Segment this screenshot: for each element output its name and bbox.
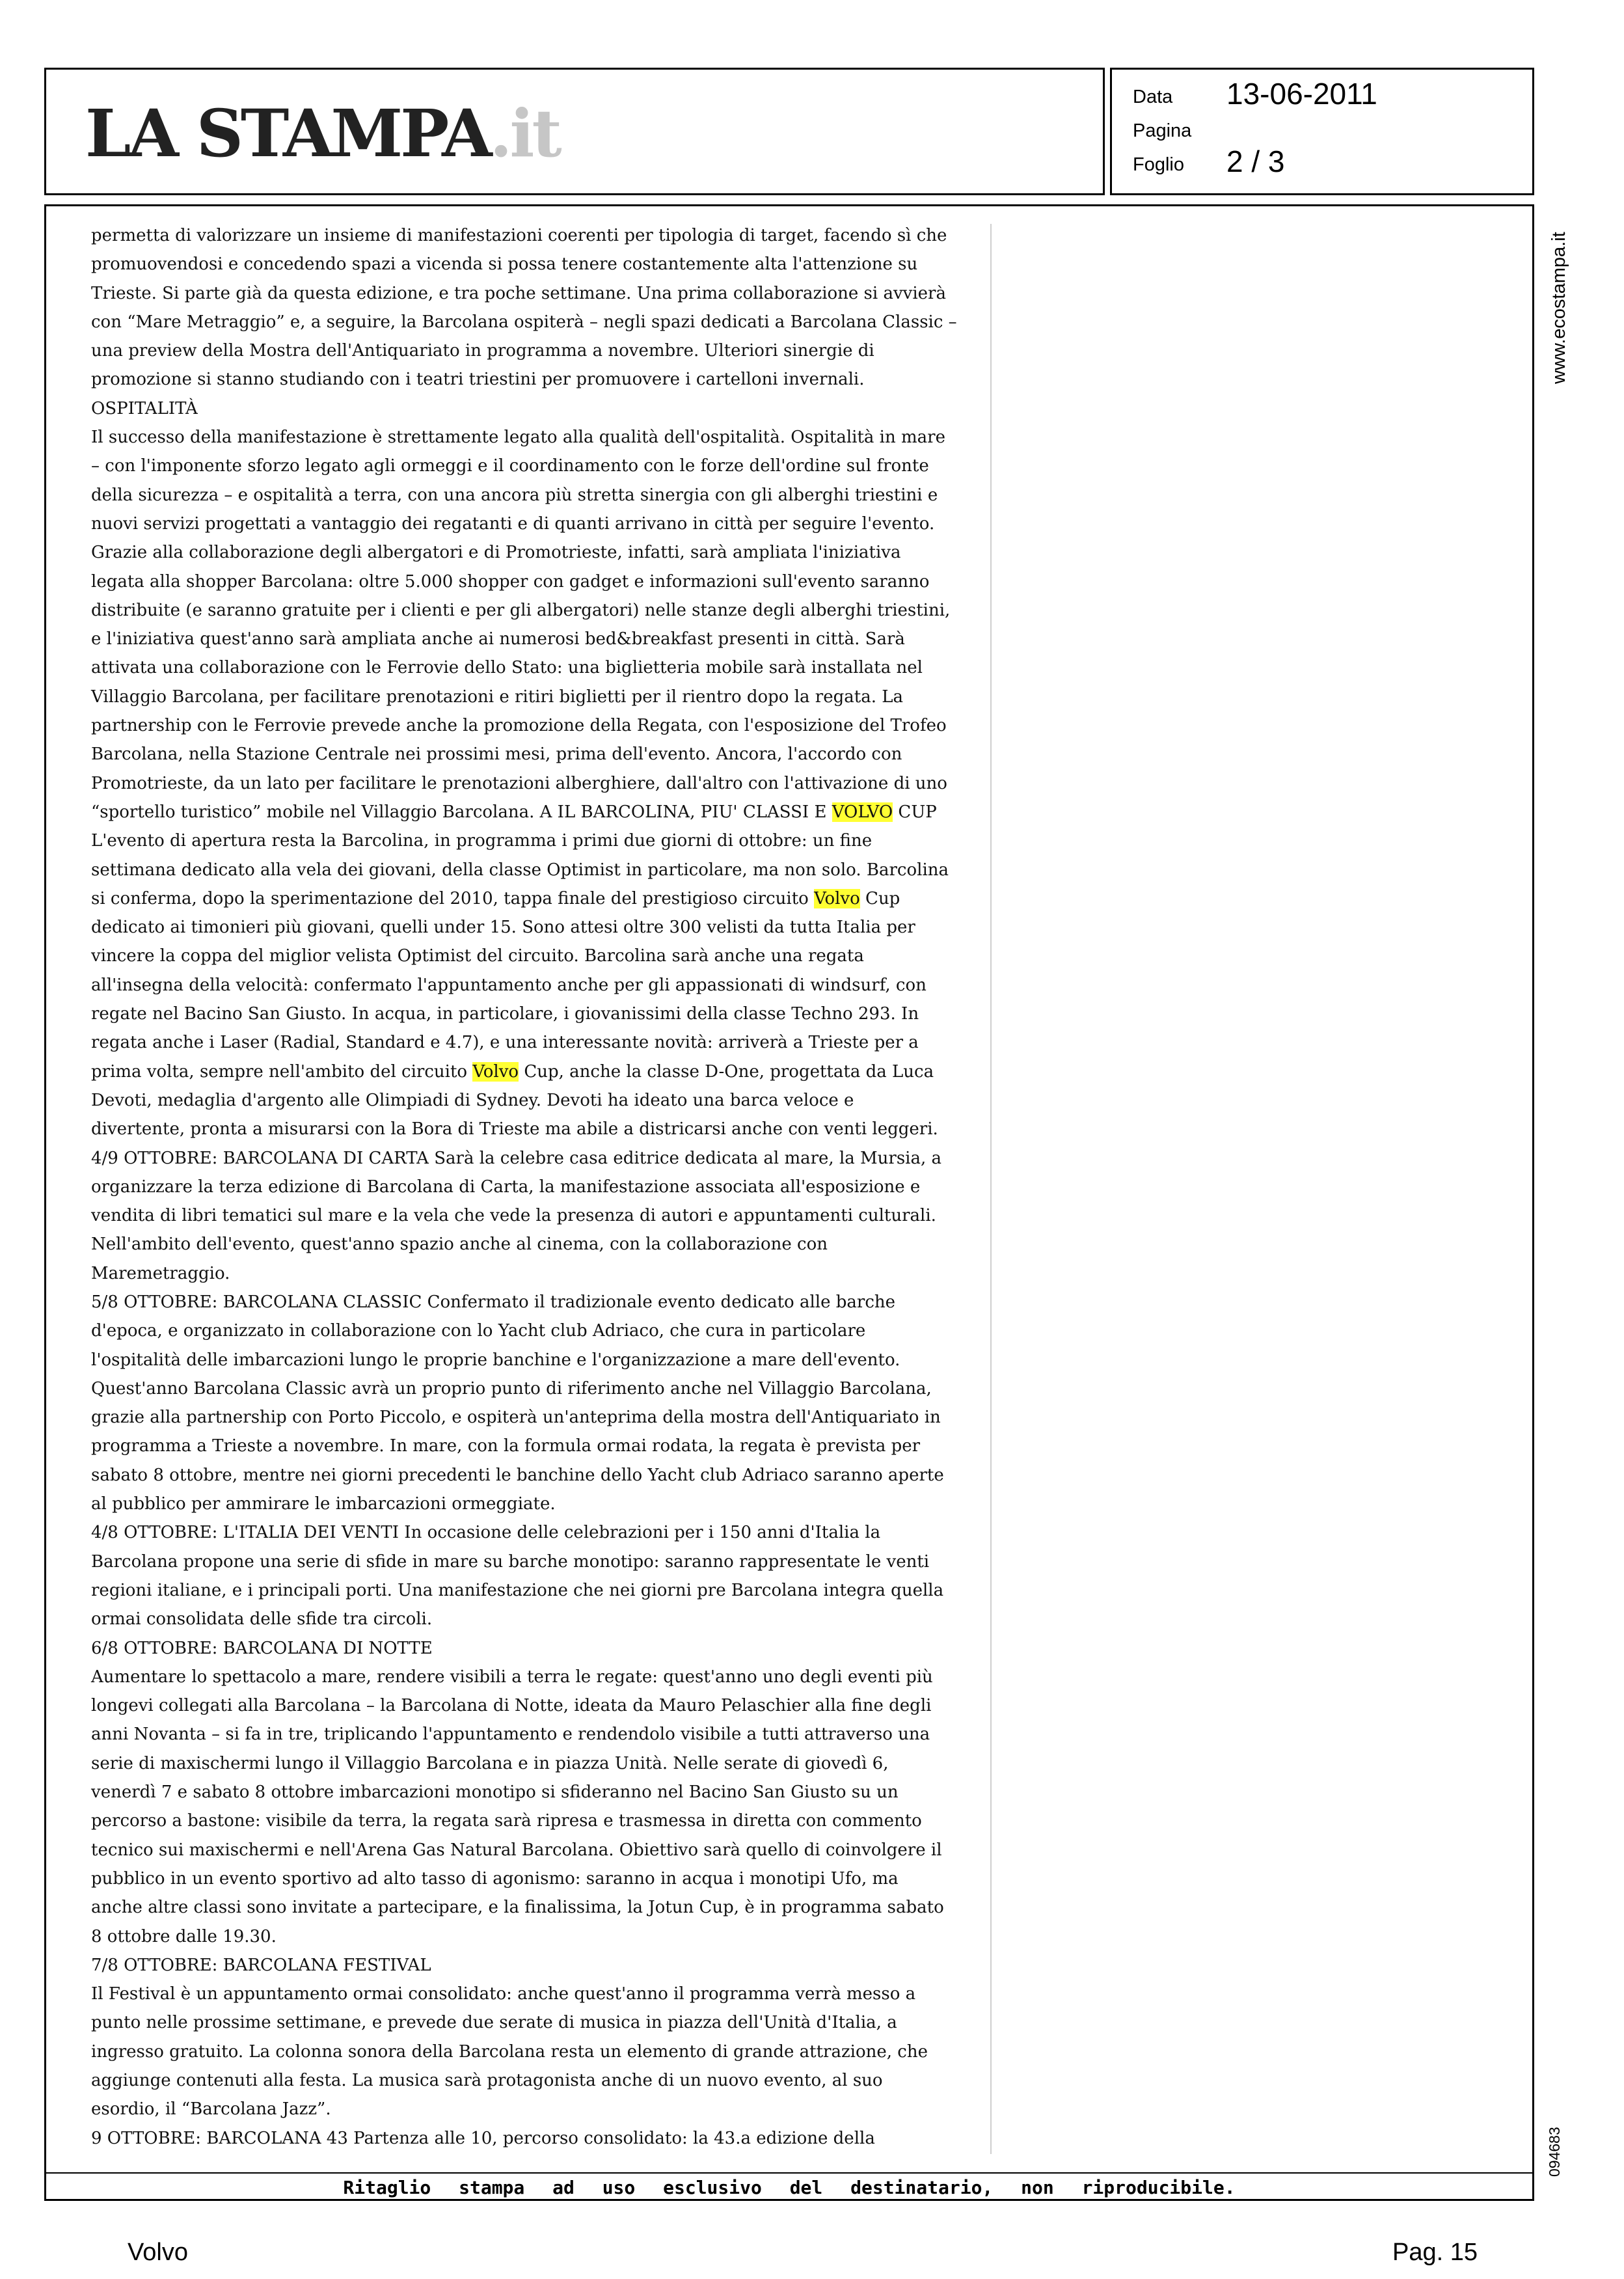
article-line [91, 1605, 982, 1633]
line-text: 5/8 OTTOBRE: BARCOLANA CLASSIC Confermato il tradizionale evento dedicato alle barche [91, 1292, 896, 1312]
line-text: organizzare la terza edizione di Barcolana di Carta, la manifestazione associata all'esposizione e [91, 1177, 921, 1197]
line-text: punto nelle prossime settimane, e prevede due serate di musica in piazza dell'Unità d'Italia, a [91, 2013, 897, 2033]
line-text: promuovendosi e concedendo spazi a vicenda si possa tenere costantemente alta l'attenzione su [91, 254, 918, 275]
article-line [91, 567, 982, 596]
clipping-code: 094683 [1546, 2127, 1563, 2177]
line-text: una preview della Mostra dell'Antiquariato in programma a novembre. Ulteriori sinergie di [91, 341, 874, 361]
article-line [91, 1893, 982, 1922]
article-line [91, 1346, 982, 1374]
line-text: con “Mare Metraggio” e, a seguire, la Barcolana ospiterà – negli spazi dedicati a Barcolana Classic – [91, 312, 957, 332]
article-line [91, 308, 982, 336]
article-line [91, 2124, 982, 2153]
article-line [91, 1259, 982, 1288]
article-line [91, 683, 982, 711]
line-text: CUP [893, 802, 937, 822]
line-text: l'ospitalità delle imbarcazioni lungo le proprie banchine e l'organizzazione a mare dell'evento. [91, 1350, 900, 1370]
article-line [91, 336, 982, 365]
article-line [91, 1778, 982, 1807]
article-line [91, 250, 982, 279]
article-line [91, 1576, 982, 1605]
article-line [91, 1691, 982, 1720]
line-text: tecnico sui maxischermi e nell'Arena Gas Natural Barcolana. Obiettivo sarà quello di coinvolgere il [91, 1840, 942, 1860]
line-text: percorso a bastone: visibile da terra, la regata sarà ripresa e trasmessa in diretta con commento [91, 1811, 922, 1831]
article-line [91, 1288, 982, 1317]
line-text: partnership con le Ferrovie prevede anche la promozione della Regata, con l'esposizione del Trofeo [91, 716, 947, 736]
article-line [91, 769, 982, 798]
line-text: Cup, anche la classe D-One, progettata da Luca [519, 1061, 934, 1082]
article-line [91, 279, 982, 308]
article-line [91, 2066, 982, 2095]
line-text: 7/8 OTTOBRE: BARCOLANA FESTIVAL [91, 1955, 431, 1975]
clipping-info-box [1110, 68, 1534, 195]
line-text: regate nel Bacino San Giusto. In acqua, in particolare, i giovanissimi della classe Techno 293. In [91, 1004, 919, 1024]
article-line [91, 365, 982, 394]
line-text: aggiunge contenuti alla festa. La musica sarà protagonista anche di un nuovo evento, al suo [91, 2071, 883, 2090]
line-text: prima volta, sempre nell'ambito del circuito [91, 1061, 473, 1082]
article-line [91, 856, 982, 884]
article-line [91, 1317, 982, 1345]
line-text: serie di maxischermi lungo il Villaggio Barcolana e in piazza Unità. Nelle serate di giovedì 6, [91, 1753, 889, 1773]
line-text: al pubblico per ammirare le imbarcazioni ormeggiate. [91, 1494, 556, 1514]
article-line [91, 2038, 982, 2066]
article-line [91, 1230, 982, 1259]
data-label: Data [1133, 87, 1173, 107]
article-line [91, 510, 982, 538]
page-number: Pag. 15 [1392, 2239, 1478, 2266]
line-text: all'insegna della velocità: confermato l'appuntamento anche per gli appassionati di windsurf, con [91, 975, 927, 995]
line-text: legata alla shopper Barcolana: oltre 5.000 shopper con gadget e informazioni sull'evento saranno [91, 571, 930, 592]
article-line [91, 1374, 982, 1403]
foglio-label: Foglio [1133, 154, 1184, 175]
pagina-label: Pagina [1133, 120, 1192, 141]
line-text: Aumentare lo spettacolo a mare, rendere visibili a terra le regate: quest'anno uno degli eventi più [91, 1667, 933, 1687]
line-text: Trieste. Si parte già da questa edizione, e tra poche settimane. Una prima collaborazione si avvierà [91, 283, 946, 303]
line-text: anni Novanta – si fa in tre, triplicando l'appuntamento e rendendolo visibile a tutti attraverso una [91, 1725, 930, 1745]
line-text: d'epoca, e organizzato in collaborazione con lo Yacht club Adriaco, che cura in particolare [91, 1321, 866, 1341]
article-line [91, 1173, 982, 1201]
line-text: 4/9 OTTOBRE: BARCOLANA DI CARTA Sarà la celebre casa editrice dedicata al mare, la Mursia, a [91, 1148, 942, 1168]
line-text: 6/8 OTTOBRE: BARCOLANA DI NOTTE [91, 1638, 433, 1658]
line-text: Il successo della manifestazione è strettamente legato alla qualità dell'ospitalità. Ospitalità in mare [91, 428, 945, 448]
line-text: L'evento di apertura resta la Barcolina, in programma i primi due giorni di ottobre: un fine [91, 831, 873, 851]
article-line [91, 1490, 982, 1518]
newspaper-logo: LA STAMPA.it [85, 95, 560, 172]
highlighted-keyword: Volvo [814, 888, 860, 908]
line-text: Quest'anno Barcolana Classic avrà un proprio punto di riferimento anche nel Villaggio Barcolana, [91, 1378, 932, 1399]
article-line [91, 740, 982, 769]
article-line [91, 538, 982, 567]
line-text: longevi collegati alla Barcolana – la Barcolana di Notte, ideata da Mauro Pelaschier alla fine degli [91, 1696, 932, 1716]
article-line [91, 1980, 982, 2008]
line-text: anche altre classi sono invitate a partecipare, e la finalissima, la Jotun Cup, è in programma sabato [91, 1898, 944, 1918]
line-text: permetta di valorizzare un insieme di manifestazioni coerenti per tipologia di target, facendo sì che [91, 226, 947, 245]
line-text: sabato 8 ottobre, mentre nei giorni precedenti le banchine dello Yacht club Adriaco saranno aperte [91, 1465, 944, 1485]
article-line [91, 884, 982, 913]
article-line [91, 1403, 982, 1432]
line-text: Barcolana propone una serie di sfide in mare su barche monotipo: saranno rappresentate le venti [91, 1551, 930, 1572]
article-line [91, 653, 982, 682]
column-divider [990, 224, 992, 2154]
article-text [91, 221, 982, 2153]
line-text: e l'iniziativa quest'anno sarà ampliata anche ai numerosi bed&breakfast presenti in città. Sarà [91, 629, 905, 649]
line-text: venerdì 7 e sabato 8 ottobre imbarcazioni monotipo si sfideranno nel Bacino San Giusto su un [91, 1782, 899, 1803]
article-line [91, 913, 982, 942]
article-line [91, 1548, 982, 1576]
line-text: programma a Trieste a novembre. In mare, con la formula ormai rodata, la regata è prevista per [91, 1436, 921, 1456]
line-text: Cup [859, 888, 900, 908]
article-line [91, 1922, 982, 1951]
article-line [91, 625, 982, 653]
article-line [91, 798, 982, 826]
line-text: Maremetraggio. [91, 1263, 230, 1283]
disclaimer: Ritaglio stampa ad uso esclusivo del destinatario, non riproducibile. [343, 2177, 1236, 2198]
line-text: regioni italiane, e i principali porti. Una manifestazione che nei giorni pre Barcolana integra quella [91, 1580, 944, 1600]
line-text: esordio, il “Barcolana Jazz”. [91, 2099, 331, 2120]
article-line [91, 1461, 982, 1490]
data-value: 13-06-2011 [1226, 77, 1377, 111]
article-line [91, 452, 982, 480]
source-url: www.ecostampa.it [1549, 232, 1569, 384]
article-line [91, 711, 982, 740]
line-text: distribuite (e saranno gratuite per i clienti e per gli albergatori) nelle stanze degli alberghi triestini, [91, 600, 951, 620]
article-line [91, 1836, 982, 1864]
article-line [91, 596, 982, 625]
article-line [91, 1432, 982, 1460]
article-line [91, 826, 982, 855]
article-line [91, 1518, 982, 1547]
article-line [91, 1000, 982, 1028]
article-line [91, 1634, 982, 1663]
article-line [91, 2008, 982, 2037]
line-text: Barcolana, nella Stazione Centrale nei prossimi mesi, prima dell'evento. Ancora, l'accordo con [91, 744, 902, 765]
line-text: ingresso gratuito. La colonna sonora della Barcolana resta un elemento di grande attrazione, che [91, 2041, 928, 2062]
line-text: Villaggio Barcolana, per facilitare prenotazioni e ritiri biglietti per il rientro dopo la regata. La [91, 687, 904, 707]
line-text: 4/8 OTTOBRE: L'ITALIA DEI VENTI In occasione delle celebrazioni per i 150 anni d'Italia la [91, 1523, 881, 1543]
article-line [91, 221, 982, 250]
line-text: Il Festival è un appuntamento ormai consolidato: anche quest'anno il programma verrà messo a [91, 1984, 916, 2004]
line-text: attivata una collaborazione con le Ferrovie dello Stato: una biglietteria mobile sarà installata nel [91, 658, 923, 678]
foglio-value: 2 / 3 [1226, 144, 1285, 178]
line-text: dedicato ai timonieri più giovani, quelli under 15. Sono attesi oltre 300 velisti da tutta Italia per [91, 918, 915, 938]
line-text: divertente, pronta a misurarsi con la Bora di Trieste ma abile a districarsi anche con venti leggeri. [91, 1119, 938, 1140]
article-line [91, 1058, 982, 1086]
article-line [91, 423, 982, 452]
article-line [91, 2095, 982, 2123]
article-line [91, 394, 982, 423]
line-text: OSPITALITÀ [91, 398, 198, 418]
line-text: – con l'imponente sforzo legato agli ormeggi e il coordinamento con le forze dell'ordine sul fronte [91, 456, 929, 476]
article-line [91, 1951, 982, 1980]
line-text: della sicurezza – e ospitalità a terra, con una ancora più stretta sinergia con gli alberghi triestini e [91, 485, 938, 505]
line-text: settimana dedicato alla vela dei giovani, della classe Optimist in particolare, ma non solo. Barcolina [91, 860, 949, 880]
article-line [91, 1663, 982, 1691]
line-text: regata anche i Laser (Radial, Standard e 4.7), e una interessante novità: arriverà a Trieste per a [91, 1033, 919, 1053]
article-line [91, 1144, 982, 1173]
line-text: “sportello turistico” mobile nel Villaggio Barcolana. A IL BARCOLINA, PIU' CLASSI E [91, 802, 832, 822]
masthead [44, 68, 1105, 195]
article-line [91, 1720, 982, 1749]
line-text: vendita di libri tematici sul mare e la vela che vede la presenza di autori e appuntamenti culturali. [91, 1206, 936, 1226]
article-line [91, 1749, 982, 1778]
highlighted-keyword: Volvo [472, 1061, 519, 1082]
article-line [91, 1028, 982, 1057]
line-text: 8 ottobre dalle 19.30. [91, 1926, 277, 1946]
line-text: promozione si stanno studiando con i teatri triestini per promuovere i cartelloni invernali. [91, 370, 865, 390]
article-line [91, 481, 982, 510]
line-text: Devoti, medaglia d'argento alle Olimpiadi di Sydney. Devoti ha ideato una barca veloce e [91, 1090, 854, 1110]
article-line [91, 1864, 982, 1893]
article-line [91, 942, 982, 970]
line-text: 9 OTTOBRE: BARCOLANA 43 Partenza alle 10, percorso consolidato: la 43.a edizione della [91, 2128, 875, 2148]
line-text: nuovi servizi progettati a vantaggio dei regatanti e di quanti arrivano in città per seguire l'evento. [91, 513, 935, 534]
line-text: vincere la coppa del miglior velista Optimist del circuito. Barcolina sarà anche una regata [91, 946, 864, 966]
article-line [91, 1807, 982, 1835]
line-text: Promotrieste, da un lato per facilitare le prenotazioni alberghiere, dall'altro con l'attivazione di uno [91, 773, 947, 793]
keyword-label: Volvo [128, 2239, 188, 2266]
article-line [91, 971, 982, 1000]
line-text: pubblico in un evento sportivo ad alto tasso di agonismo: saranno in acqua i monotipi Ufo, ma [91, 1868, 899, 1889]
article-line [91, 1086, 982, 1115]
line-text: grazie alla partnership con Porto Piccolo, e ospiterà un'anteprima della mostra dell'Antiquariato in [91, 1408, 941, 1428]
article-line [91, 1201, 982, 1230]
line-text: si conferma, dopo la sperimentazione del 2010, tappa finale del prestigioso circuito [91, 888, 815, 908]
line-text: Nell'ambito dell'evento, quest'anno spazio anche al cinema, con la collaborazione con [91, 1235, 828, 1255]
highlighted-keyword: VOLVO [832, 802, 893, 822]
line-text: ormai consolidata delle sfide tra circoli. [91, 1609, 433, 1630]
article-line [91, 1115, 982, 1143]
line-text: Grazie alla collaborazione degli albergatori e di Promotrieste, infatti, sarà ampliata l'iniziativa [91, 543, 901, 563]
